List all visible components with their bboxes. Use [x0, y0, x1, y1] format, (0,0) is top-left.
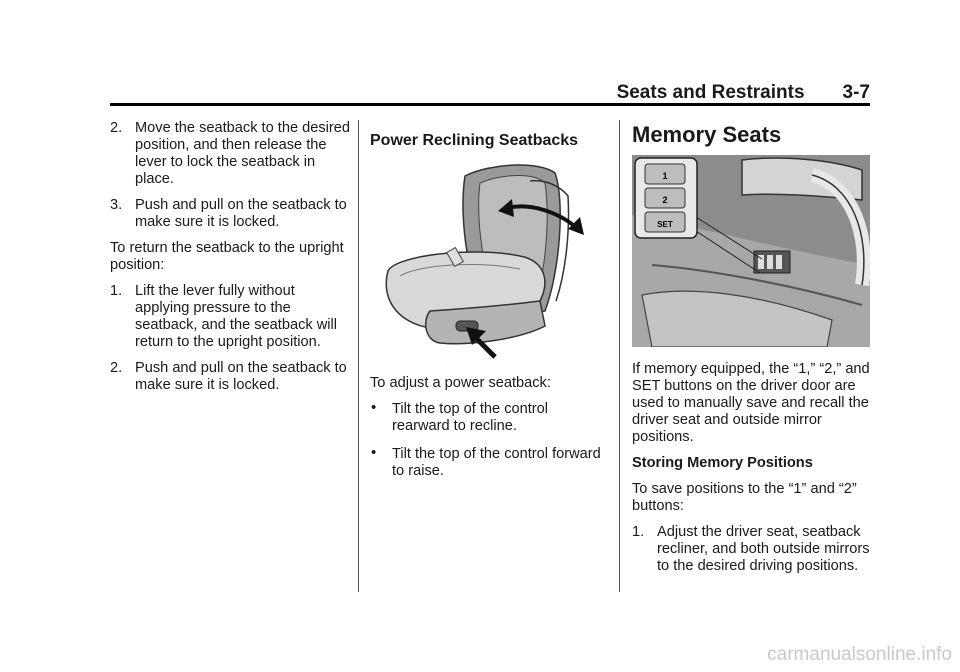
- item-text: Push and pull on the seatback to make sure it is locked.: [135, 197, 347, 230]
- bullet-text: Tilt the top of the control rearward to recline.: [392, 401, 549, 434]
- section-heading: Memory Seats: [632, 122, 782, 147]
- bullet-item: [370, 401, 608, 435]
- column-middle: [370, 120, 608, 491]
- item-number: 3.: [110, 197, 123, 213]
- item-number: 2.: [110, 360, 123, 376]
- item-text: Adjust the driver seat, seatback recliner, and both outside mirrors to the desired driving positions.: [657, 524, 870, 574]
- item-text: Lift the lever fully without applying pressure to the seatback, and the seatback will return to the upright position.: [135, 283, 337, 350]
- subheading: Storing Memory Positions: [632, 455, 813, 471]
- list-item: [632, 524, 872, 575]
- column-left: [110, 120, 350, 403]
- bullet-text: Tilt the top of the control forward to raise.: [392, 446, 601, 479]
- list-item: [110, 360, 350, 394]
- header-rule: [110, 103, 870, 106]
- watermark: carmanualsonline.info: [767, 644, 952, 665]
- paragraph: To return the seatback to the upright position:: [110, 240, 344, 273]
- memory-seat-door-illustration: [632, 155, 870, 347]
- page-number: 3-7: [842, 82, 870, 103]
- item-text: Move the seatback to the desired position, and then release the lever to lock the seatback in place.: [135, 120, 350, 187]
- column-divider: [619, 120, 620, 592]
- item-text: Push and pull on the seatback to make sure it is locked.: [135, 360, 347, 393]
- item-number: 2.: [110, 120, 123, 136]
- bullet-item: [370, 446, 608, 480]
- column-divider: [358, 120, 359, 592]
- section-heading: Power Reclining Seatbacks: [370, 132, 579, 149]
- item-number: 1.: [632, 524, 645, 540]
- list-item: [110, 283, 350, 351]
- paragraph: To adjust a power seatback:: [370, 375, 551, 391]
- power-seat-illustration: [370, 161, 595, 361]
- paragraph: If memory equipped, the “1,” “2,” and SET buttons on the driver door are used to manually save and recall the driver seat and outside mirror positions.: [632, 361, 870, 445]
- page-header: [110, 82, 870, 104]
- paragraph: To save positions to the “1” and “2” buttons:: [632, 481, 857, 514]
- bullet-icon: •: [371, 444, 377, 461]
- section-title: Seats and Restraints: [616, 82, 805, 103]
- column-right: [632, 120, 872, 584]
- memory-button-set: SET: [657, 220, 673, 229]
- memory-button-2: 2: [662, 195, 668, 205]
- list-item: [110, 197, 350, 231]
- list-item: [110, 120, 350, 188]
- item-number: 1.: [110, 283, 123, 299]
- bullet-icon: •: [371, 399, 377, 416]
- memory-button-1: 1: [662, 171, 668, 181]
